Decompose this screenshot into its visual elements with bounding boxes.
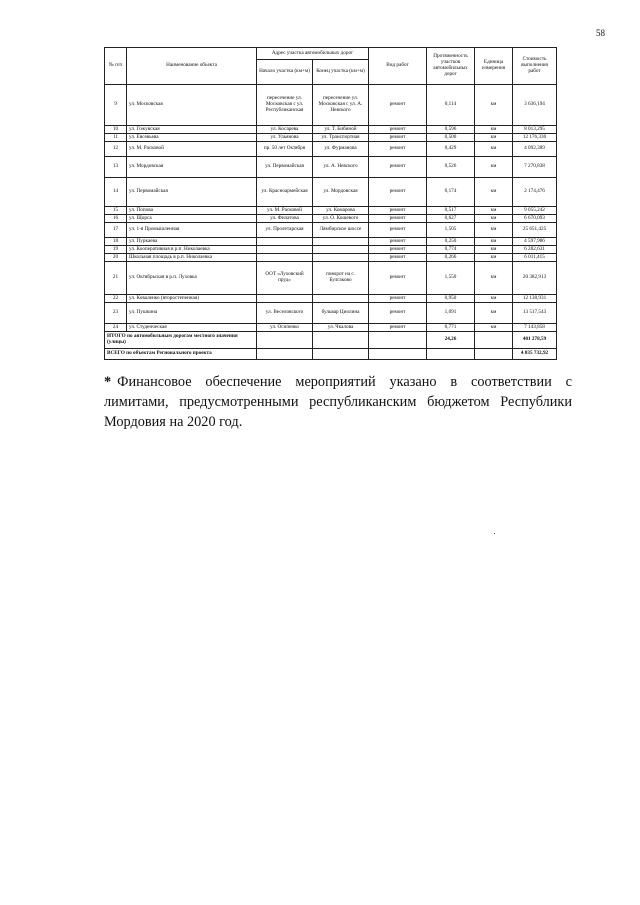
cell-length: 0,429 [427,142,475,157]
cell-work: ремонт [369,295,427,303]
cell-length: 0,774 [427,246,475,254]
total-local-row [105,332,557,349]
cell-num: 18 [105,238,127,246]
cell-name: ул. Октябрьская в р.п. Луховка [127,262,257,295]
cell-cost: 12 138,931 [513,295,557,303]
total-local-empty-end [313,332,369,349]
footnote [104,372,572,432]
cell-end: пересечение ул. Московская с ул. А. Невского [313,85,369,126]
cell-end: ул. Т. Бибиной [313,126,369,134]
cell-cost: 6 670,093 [513,215,557,223]
cell-num: 13 [105,157,127,178]
cell-name: ул. Пуркаева [127,238,257,246]
cell-length: 0,950 [427,295,475,303]
total-project-empty-work [369,349,427,360]
cell-end: ул. Фурманова [313,142,369,157]
cell-cost: 4 092,389 [513,142,557,157]
cell-unit: км [475,324,513,332]
cell-name: ул. Кооперативная в р.п. Николаевка [127,246,257,254]
cell-cost: 2 174,476 [513,178,557,207]
cell-unit: км [475,295,513,303]
cell-work: ремонт [369,157,427,178]
page-number: 58 [596,28,605,38]
cell-name: ул. Мордовская [127,157,257,178]
table-header [105,48,557,85]
cell-length: 1,091 [427,303,475,324]
cell-end: ул. Транспортная [313,134,369,142]
cell-start: ул. Ульянова [257,134,313,142]
header-start: Начало участка (км+м) [257,60,313,85]
cell-start: ул. Веселовского [257,303,313,324]
cell-length: 0,500 [427,134,475,142]
cell-unit: км [475,246,513,254]
cell-unit: км [475,303,513,324]
cell-length: 0,174 [427,178,475,207]
table-body [105,85,557,360]
cell-name: ул. Первомайская [127,178,257,207]
total-project-label: ВСЕГО по объектам Регионального проекта [105,349,257,360]
cell-unit: км [475,254,513,262]
header-name: Наименование объекта [127,48,257,85]
table-row [105,254,557,262]
cell-work: ремонт [369,262,427,295]
cell-length: 1,505 [427,223,475,238]
cell-start: ул. Филатова [257,215,313,223]
cell-work: ремонт [369,126,427,134]
cell-cost: 9 055,242 [513,207,557,215]
total-project-row [105,349,557,360]
table-row [105,238,557,246]
cell-work: ремонт [369,246,427,254]
cell-cost: 4 597,986 [513,238,557,246]
cell-end: поворот на с. Булгаково [313,262,369,295]
table-row [105,295,557,303]
cell-start: ул. Косарева [257,126,313,134]
cell-name: ул. Щорса [127,215,257,223]
cell-start: ул. Первомайская [257,157,313,178]
total-local-empty-unit [475,332,513,349]
cell-start [257,238,313,246]
cell-length: 0,771 [427,324,475,332]
cell-num: 14 [105,178,127,207]
cell-end: ул. Комарова [313,207,369,215]
cell-cost: 6 282,631 [513,246,557,254]
total-project-empty-unit [475,349,513,360]
table-row [105,246,557,254]
cell-unit: км [475,207,513,215]
cell-end: ул. Чкалова [313,324,369,332]
table-row [105,207,557,215]
cell-name: ул. Попова [127,207,257,215]
cell-unit: км [475,85,513,126]
cell-cost: 7 143,858 [513,324,557,332]
header-work: Вид работ [369,48,427,85]
cell-end [313,254,369,262]
cell-name: ул. Пушкина [127,303,257,324]
cell-length: 0,596 [427,126,475,134]
cell-start [257,295,313,303]
table-row [105,142,557,157]
cell-unit: км [475,215,513,223]
cell-end: ул. Мордовская [313,178,369,207]
table-row [105,134,557,142]
cell-name: ул. Коваленко (второстепенная) [127,295,257,303]
cell-work: ремонт [369,223,427,238]
cell-cost: 12 176,330 [513,134,557,142]
total-project-empty-end [313,349,369,360]
cell-start [257,246,313,254]
header-length: Протяженность участков автомобильных дорог [427,48,475,85]
cell-end [313,295,369,303]
cell-work: ремонт [369,142,427,157]
cell-cost: 7 270,838 [513,157,557,178]
cell-unit: км [475,178,513,207]
table-row [105,178,557,207]
cell-length: 1,550 [427,262,475,295]
total-project-empty-length [427,349,475,360]
cell-name: ул. Московская [127,85,257,126]
cell-end: бульвар Циолина [313,303,369,324]
cell-num: 17 [105,223,127,238]
cell-start: ул. Осипенко [257,324,313,332]
cell-cost: 3 636,194 [513,85,557,126]
cell-length: 0,627 [427,215,475,223]
road-objects-table-container [104,47,556,360]
footnote-text: Финансовое обеспечение мероприятий указано в соответствии с лимитами, предусмотренными республиканским бюджетом Республики Мордовия на 2020 год. [104,374,572,430]
table-row [105,262,557,295]
cell-work: ремонт [369,134,427,142]
cell-num: 11 [105,134,127,142]
cell-unit: км [475,157,513,178]
header-end: Конец участка (км+м) [313,60,369,85]
header-cost: Стоимость выполнения работ [513,48,557,85]
cell-unit: км [475,238,513,246]
header-unit: Единица измерения [475,48,513,85]
cell-end: ул. О. Кошевого [313,215,369,223]
total-local-length: 24,26 [427,332,475,349]
table-row [105,303,557,324]
cell-num: 12 [105,142,127,157]
table-row [105,223,557,238]
cell-work: ремонт [369,324,427,332]
cell-unit: км [475,142,513,157]
cell-num: 24 [105,324,127,332]
cell-cost: 13 517,543 [513,303,557,324]
cell-name: ул. М. Расковой [127,142,257,157]
cell-work: ремонт [369,254,427,262]
cell-length: 0,266 [427,254,475,262]
table-row [105,215,557,223]
cell-length: 0,526 [427,157,475,178]
cell-cost: 20 382,913 [513,262,557,295]
cell-unit: км [475,134,513,142]
cell-end: Лямбирское шоссе [313,223,369,238]
cell-work: ремонт [369,178,427,207]
cell-length: 0,517 [427,207,475,215]
cell-cost: 6 011,415 [513,254,557,262]
cell-unit: км [475,262,513,295]
cell-unit: км [475,126,513,134]
cell-num: 9 [105,85,127,126]
cell-num: 10 [105,126,127,134]
cell-num: 21 [105,262,127,295]
total-local-empty-work [369,332,427,349]
cell-cost: 8 013,295 [513,126,557,134]
cell-start: ул. Красноармейская [257,178,313,207]
cell-end [313,238,369,246]
cell-work: ремонт [369,85,427,126]
cell-num: 16 [105,215,127,223]
cell-start: ул. Пролетарская [257,223,313,238]
table-row [105,324,557,332]
cell-start: ул. М. Расковой [257,207,313,215]
cell-name: ул. Гожувская [127,126,257,134]
cell-length: 0,250 [427,238,475,246]
table-row [105,85,557,126]
road-objects-table [104,47,557,360]
cell-work: ремонт [369,303,427,324]
cell-start: пр. 50 лет Октября [257,142,313,157]
total-local-cost: 401 278,59 [513,332,557,349]
cell-end [313,246,369,254]
cell-num: 20 [105,254,127,262]
cell-start: пересечение ул. Московская с ул. Республиканская [257,85,313,126]
total-local-label: ИТОГО по автомобильным дорогам местного значения (улицы) [105,332,257,349]
cell-work: ремонт [369,207,427,215]
table-row [105,126,557,134]
table-row [105,157,557,178]
cell-start [257,254,313,262]
footnote-marker: * [104,374,112,390]
cell-length: 0,114 [427,85,475,126]
cell-name: ул. Студенческая [127,324,257,332]
cell-num: 22 [105,295,127,303]
cell-name: ул. Евсевьева [127,134,257,142]
cell-num: 15 [105,207,127,215]
cell-num: 23 [105,303,127,324]
cell-num: 19 [105,246,127,254]
cell-start: ООТ «Луховский пруд» [257,262,313,295]
scan-speck [494,533,495,534]
cell-name: ул. 1-я Промышленная [127,223,257,238]
cell-cost: 25 651,425 [513,223,557,238]
cell-unit: км [475,223,513,238]
total-local-empty-start [257,332,313,349]
cell-end: ул. А. Невского [313,157,369,178]
cell-work: ремонт [369,215,427,223]
header-num: № п/п [105,48,127,85]
cell-work: ремонт [369,238,427,246]
cell-name: Школьная площадь в р.п. Николаевка [127,254,257,262]
total-project-empty-start [257,349,313,360]
total-project-cost: 4 035 732,92 [513,349,557,360]
header-address-group: Адрес участка автомобильных дорог [257,48,369,60]
